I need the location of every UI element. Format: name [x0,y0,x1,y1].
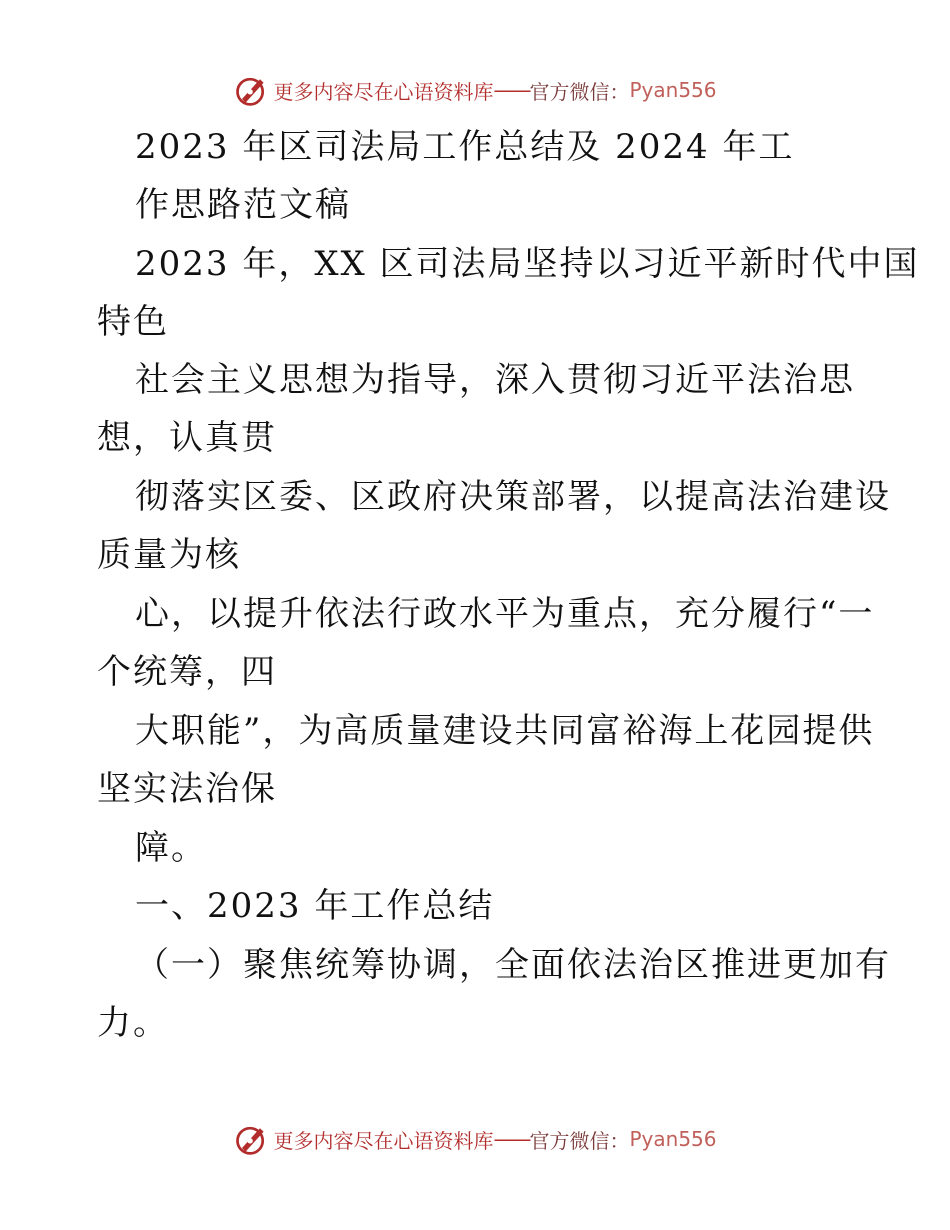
section-heading: 一、2023 年工作总结 [135,886,495,926]
banner-lead-text: 更多内容尽在心语资料库 [273,79,494,104]
footer-banner [0,1119,950,1159]
header-banner [0,70,950,110]
paragraph-line: 2023 年，XX 区司法局坚持以习近平新时代中国 [135,244,920,284]
pen-nib-logo-icon [233,72,269,108]
banner-wechat-id: Pyan556 [629,1127,717,1151]
paragraph-line: 彻落实区委、区政府决策部署，以提高法治建设 [135,477,891,517]
banner-separator: —— [493,78,530,102]
paragraph-line: 质量为核 [97,535,241,575]
paragraph-line: 个统筹，四 [97,652,277,692]
paragraph-line: 障。 [135,828,207,868]
banner-wechat-label: 官方微信： [529,1128,630,1153]
paragraph-line: 大职能”，为高质量建设共同富裕海上花园提供 [135,711,875,751]
banner-wechat-label: 官方微信： [529,79,630,104]
subsection-heading-line-2: 力。 [97,1003,169,1043]
paragraph-line: 心，以提升依法行政水平为重点，充分履行“一 [135,594,875,634]
banner-wechat-id: Pyan556 [629,78,717,102]
pen-nib-logo-icon [233,1121,269,1157]
subsection-heading-line-1: （一）聚焦统筹协调，全面依法治区推进更加有 [135,945,891,985]
paragraph-line: 特色 [97,302,169,342]
document-title-line-1: 2023 年区司法局工作总结及 2024 年工 [135,127,795,167]
paragraph-line: 社会主义思想为指导，深入贯彻习近平法治思 [135,360,855,400]
document-title-line-2: 作思路范文稿 [135,185,351,225]
banner-lead-text: 更多内容尽在心语资料库 [273,1128,494,1153]
paragraph-line: 坚实法治保 [97,769,277,809]
banner-separator: —— [493,1127,530,1151]
paragraph-line: 想，认真贯 [97,418,277,458]
